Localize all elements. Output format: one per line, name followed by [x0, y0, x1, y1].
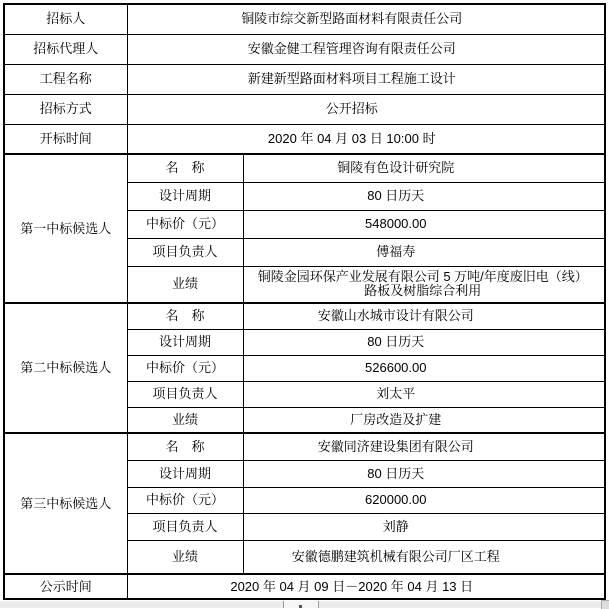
- candidate-1-price-value: 548000.00: [243, 210, 605, 238]
- candidate-2-leader-value: 刘太平: [243, 381, 605, 407]
- candidate-1-leader-value: 傅福寿: [243, 238, 605, 266]
- publicity-period-value: 2020 年 04 月 09 日－2020 年 04 月 13 日: [127, 574, 605, 599]
- candidate-2-achievement-label: 业绩: [127, 407, 243, 433]
- candidate-2-leader-label: 项目负责人: [127, 381, 243, 407]
- candidate-3-achievement-label: 业绩: [127, 540, 243, 574]
- project-name-label: 工程名称: [4, 64, 127, 94]
- candidate-2-period-label: 设计周期: [127, 329, 243, 355]
- candidate-1-section-label: 第一中标候选人: [4, 154, 127, 303]
- candidate-3-achievement-value: 安徽德鹏建筑机械有限公司厂区工程: [243, 540, 605, 574]
- candidate-3-leader-value: 刘静: [243, 513, 605, 540]
- tender-method-label: 招标方式: [4, 94, 127, 124]
- candidate-2-price-value: 526600.00: [243, 355, 605, 381]
- bid-announcement-table: [3, 3, 606, 600]
- candidate-1-price-label: 中标价（元）: [127, 210, 243, 238]
- agent-label: 招标代理人: [4, 34, 127, 64]
- candidate-2-price-label: 中标价（元）: [127, 355, 243, 381]
- candidate-3-leader-label: 项目负责人: [127, 513, 243, 540]
- tender-method-value: 公开招标: [127, 94, 605, 124]
- candidate-3-section-label: 第三中标候选人: [4, 433, 127, 574]
- candidate-2-name-label: 名 称: [127, 303, 243, 329]
- candidate-1-achievement-label: 业绩: [127, 266, 243, 303]
- tenderer-value: 铜陵市综交新型路面材料有限责任公司: [127, 4, 605, 34]
- candidate-1-period-label: 设计周期: [127, 182, 243, 210]
- candidate-3-name-value: 安徽同济建设集团有限公司: [243, 433, 605, 460]
- candidate-3-period-value: 80 日历天: [243, 460, 605, 487]
- agent-value: 安徽金健工程管理咨询有限责任公司: [127, 34, 605, 64]
- project-name-value: 新建新型路面材料项目工程施工设计: [127, 64, 605, 94]
- candidate-2-section-label: 第二中标候选人: [4, 303, 127, 433]
- candidate-2-achievement-value: 厂房改造及扩建: [243, 407, 605, 433]
- candidate-1-period-value: 80 日历天: [243, 182, 605, 210]
- tenderer-label: 招标人: [4, 4, 127, 34]
- bid-opening-time-label: 开标时间: [4, 124, 127, 154]
- bid-opening-time-value: 2020 年 04 月 03 日 10:00 时: [127, 124, 605, 154]
- candidate-1-name-value: 铜陵有色设计研究院: [243, 154, 605, 182]
- candidate-3-price-value: 620000.00: [243, 487, 605, 513]
- candidate-1-name-label: 名 称: [127, 154, 243, 182]
- candidate-2-name-value: 安徽山水城市设计有限公司: [243, 303, 605, 329]
- candidate-2-period-value: 80 日历天: [243, 329, 605, 355]
- candidate-3-period-label: 设计周期: [127, 460, 243, 487]
- candidate-3-name-label: 名 称: [127, 433, 243, 460]
- candidate-3-price-label: 中标价（元）: [127, 487, 243, 513]
- publicity-period-label: 公示时间: [4, 574, 127, 599]
- candidate-1-leader-label: 项目负责人: [127, 238, 243, 266]
- candidate-1-achievement-value: 铜陵金园环保产业发展有限公司 5 万吨/年度废旧电（线）路板及树脂综合利用: [243, 266, 605, 303]
